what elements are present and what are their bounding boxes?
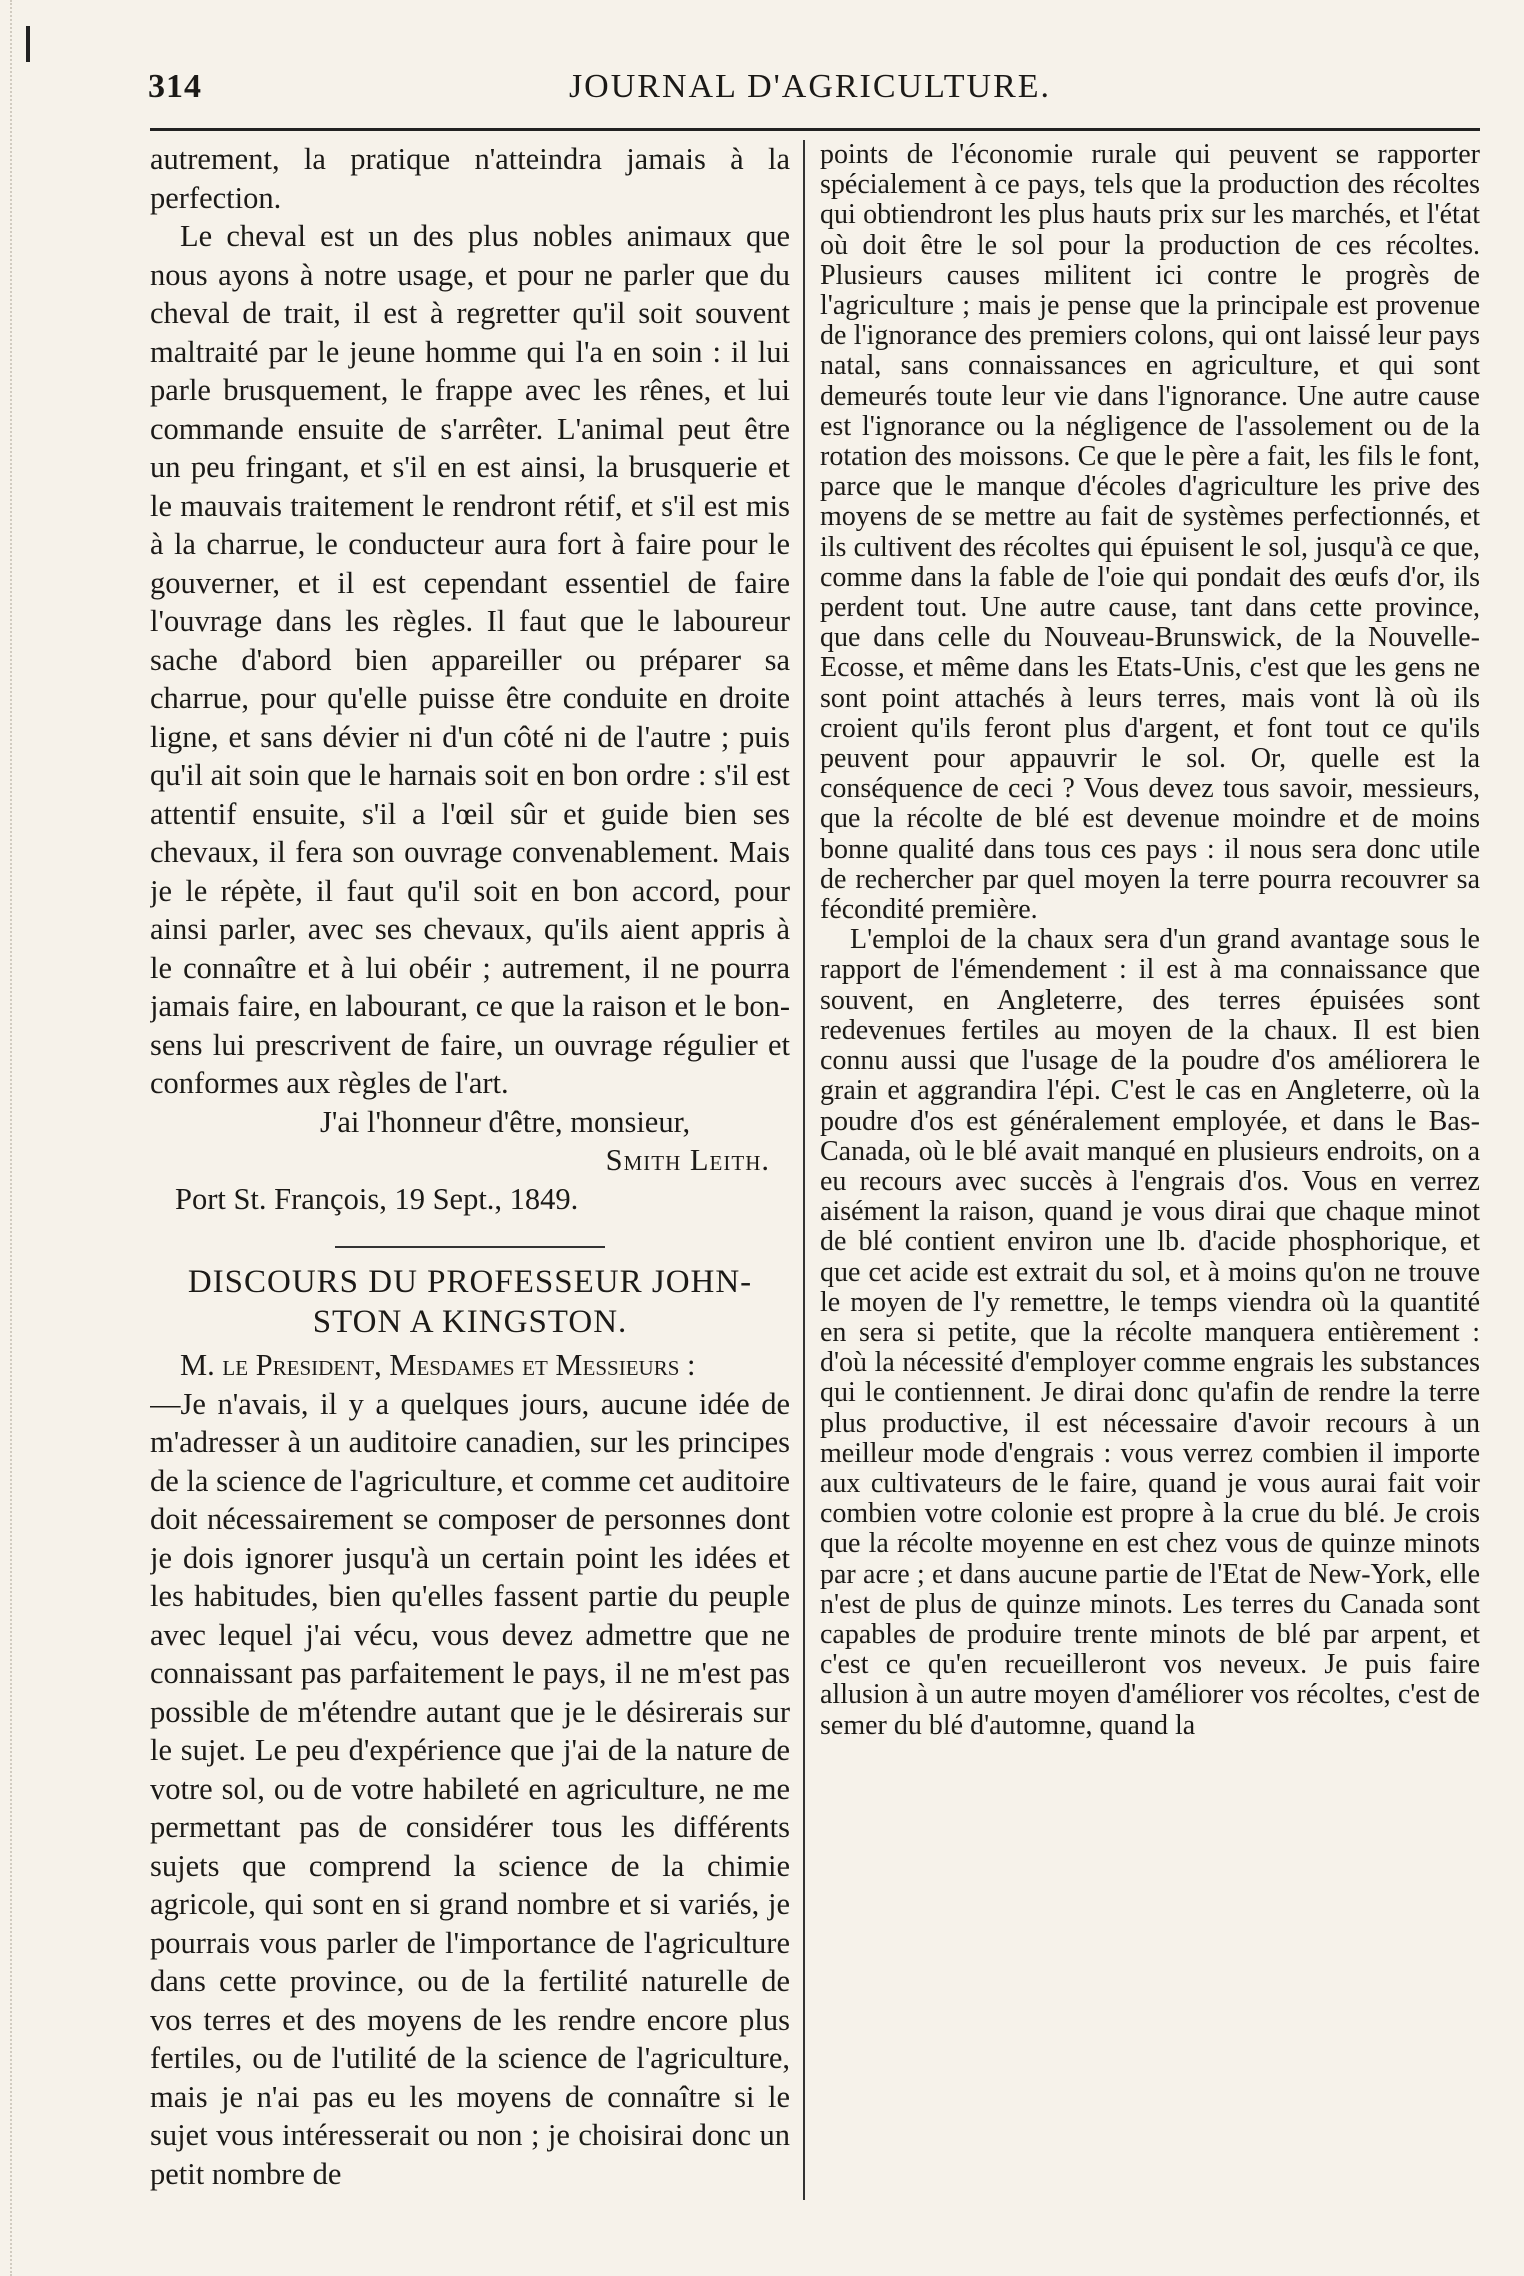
paragraph: points de l'économie rurale qui peuvent se rapporter spécialement à ce pays, tels que la production des récoltes qui obtiendront les plus hauts prix sur les marchés, et l'état où doit être le sol pour la production de ces récoltes. Plusieurs causes militent ici contre le progrès de l'agriculture ; mais je pense que la principale est provenue de l'ignorance des premiers colons, qui ont laissé leur pays natal, sans connaissances en agriculture, et qui sont demeurés toute leur vie dans l'ignorance. Une autre cause est l'ignorance ou la négligence de l'assolement ou de la rotation des moissons. Ce que le père a fait, les fils le font, parce que le manque d'écoles d'agriculture les prive des moyens de se mettre au fait de systèmes perfectionnés, et ils cultivent des récoltes qui épuisent le sol, jusqu'à ce que, comme dans la fable de l'oie qui pondait des œufs d'or, ils perdent tout. Une autre cause, tant dans cette province, que dans celle du Nouveau-Brunswick, de la Nouvelle-Ecosse, et même dans les Etats-Unis, c'est que les gens ne sont point attachés à leurs terres, mais vont là où ils croient qu'ils feront plus d'argent, et font tout ce qu'ils peuvent pour appauvrir le sol. Or, quelle est la conséquence de ceci ? Vous devez tous savoir, messieurs, que la récolte de blé est devenue moindre et de moins bonne qualité dans tous ces pays : il nous sera donc utile de rechercher par quel moyen la terre pourra recouvrer sa fécondité première. — [820, 140, 1480, 926]
page-number: 314 — [148, 68, 202, 105]
paragraph: L'emploi de la chaux sera d'un grand avantage sous le rapport de l'émendement : il est à ma connaissance que souvent, en Angleterre, des terres épuisées sont redevenues fertiles au moyen de la chaux. Il est bien connu aussi que l'usage de la poudre d'os améliorera le grain et aggrandira l'épi. C'est le cas en Angleterre, où la poudre d'os est généralement employée, et dans le Bas-Canada, où le blé avait manqué en plusieurs endroits, on a eu recours avec succès à l'engrais d'os. Vous en verrez aisément la raison, quand je vous dirai que chaque minot de blé contient environ une lb. d'acide phosphorique, et que cet acide est extrait du sol, et à moins qu'on ne trouve le moyen de l'y remettre, le temps viendra où la quantité en sera si petite, que la récolte manquera entièrement : d'où la nécessité d'employer comme engrais les substances qui le contiennent. Je dirai donc qu'afin de rendre la terre plus productive, il est nécessaire d'avoir recours à un meilleur mode d'engrais : vous verrez combien il importe aux cultivateurs de le faire, quand je vous aurai fait voir combien votre colonie est propre à la crue du blé. Je crois que la récolte moyenne en est chez vous de quinze minots par acre ; et dans aucune partie de l'Etat de New-York, elle n'est de plus de quinze minots. Les terres du Canada sont capables de produire trente minots de blé par arpent, et c'est ce qu'en recueilleront vos neveux. Je puis faire allusion à un autre moyen d'améliorer vos récoltes, c'est de semer du blé d'automne, quand la — [820, 924, 1480, 1741]
journal-title: JOURNAL D'AGRICULTURE. — [568, 68, 1052, 105]
page-header — [140, 60, 1480, 120]
paragraph: autrement, la pratique n'atteindra jamais à la perfection. — [150, 142, 790, 215]
paragraph: —Je n'avais, il y a quelques jours, aucune idée de m'adresser à un auditoire canadien, sur les principes de la science de l'agriculture, et comme cet auditoire doit nécessairement se composer de personnes dont je dois ignorer jusqu'à un certain point les idées et les habitudes, bien qu'elles fassent partie du peuple avec lequel j'ai vécu, vous devez admettre que ne connaissant pas parfaitement le pays, il ne m'est pas possible de m'étendre autant que je le désirerais sur le sujet. Le peu d'expérience que j'ai de la nature de votre sol, ou de votre habileté en agriculture, ne me permettant pas de considérer tous les différents sujets que comprend la science de la chimie agricole, qui sont en si grand nombre et si variés, je pourrais vous parler de l'importance de l'agriculture dans cette province, ou de la fertilité naturelle de vos terres et des moyens de les rendre encore plus fertiles, ou de l'utilité de la science de l'agriculture, mais je n'ai pas eu les moyens de connaître si le sujet vous intéresserait ou non ; je choisirai donc un petit nombre de — [150, 1386, 790, 2191]
letter-signature-block — [150, 1103, 790, 1219]
header-rule — [150, 128, 1480, 131]
column-divider — [803, 140, 805, 2200]
speech-address: M. le President, Mesdames et Messieurs : — [180, 1348, 696, 1382]
edge-mark — [26, 26, 30, 62]
page-edge-binding — [10, 0, 42, 2276]
paragraph — [150, 1346, 790, 1385]
left-column — [150, 140, 790, 2200]
article-title-line: DISCOURS DU PROFESSEUR JOHN- — [187, 1264, 753, 1300]
salutation: J'ai l'honneur d'être, monsieur, — [320, 1104, 691, 1139]
signature: Smith Leith. — [605, 1143, 770, 1177]
place-date: Port St. François, 19 Sept., 1849. — [175, 1181, 579, 1216]
paragraph: Le cheval est un des plus nobles animaux que nous ayons à notre usage, et pour ne parler que du cheval de trait, il est à regretter qu'il soit souvent maltraité par le jeune homme qui l'a en soin : il lui parle brusquement, le frappe avec les rênes, et lui commande ensuite de s'arrêter. L'animal peut être un peu fringant, et s'il en est ainsi, la brusquerie et le mauvais traitement le rendront rétif, et s'il est mis à la charrue, le conducteur aura fort à faire pour le gouverner, et il est cependant essentiel de faire l'ouvrage dans les règles. Il faut que le laboureur sache d'abord bien appareiller ou préparer sa charrue, pour qu'elle puisse être conduite en droite ligne, et sans dévier ni d'un côté ni de l'autre ; puis qu'il ait soin que le harnais soit en bon ordre : s'il est attentif ensuite, s'il a l'œil sûr et guide bien ses chevaux, il fera son ouvrage convenablement. Mais je le répète, il faut qu'il soit en bon accord, pour ainsi parler, avec ses chevaux, qu'ils aient appris à le connaître et à lui obéir ; autrement, il ne pourra jamais faire, en labourant, ce que la raison et le bon-sens lui prescrivent de faire, un ouvrage régulier et conformes aux règles de l'art. — [150, 219, 790, 1100]
section-separator — [335, 1246, 605, 1248]
article-title-line: STON A KINGSTON. — [312, 1304, 628, 1340]
article-title — [150, 1262, 790, 1342]
right-column — [820, 140, 1480, 2200]
